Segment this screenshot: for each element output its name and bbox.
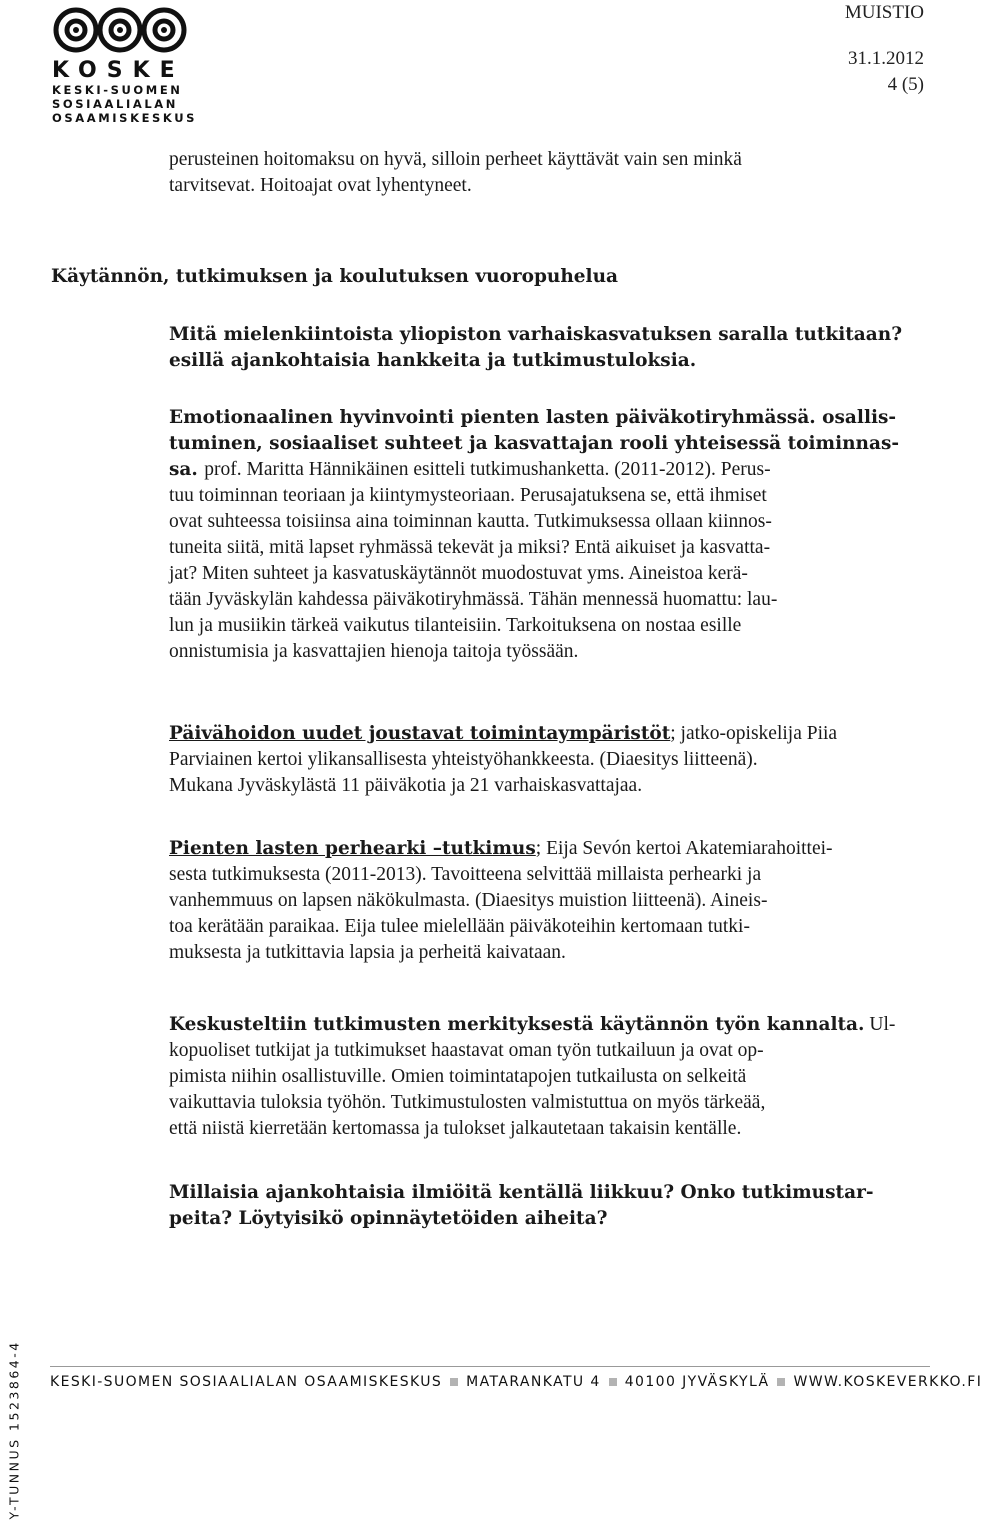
- text-line: vanhemmuus on lapsen näkökulmasta. (Diaesitys muistion liitteenä). Aineis-: [169, 890, 768, 911]
- footer: [50, 1374, 982, 1390]
- text-line: kopuoliset tutkijat ja tutkimukset haastavat oman työn tutkailuun ja ovat op-: [169, 1040, 764, 1061]
- footer-city: 40100 JYVÄSKYLÄ: [624, 1374, 770, 1390]
- text-fragment: prof. Maritta Hännikäinen esitteli tutkimushanketta. (2011-2012). Perus-: [204, 459, 771, 480]
- bold-line: Emotionaalinen hyvinvointi pienten lasten päiväkotiryhmässä. osallis-: [169, 407, 897, 428]
- discussion-title: Keskusteltiin tutkimusten merkityksestä käytännön työn kannalta.: [169, 1014, 865, 1035]
- text-line: vaikuttavia tuloksia työhön. Tutkimustulosten valmistuttua on myös tärkeää,: [169, 1092, 766, 1113]
- logo-name: KOSKE: [52, 58, 185, 83]
- square-bullet-icon: [450, 1378, 458, 1386]
- bold-line: tuminen, sosiaaliset suhteet ja kasvattajan rooli yhteisessä toiminnas-: [169, 433, 900, 454]
- text-line: Parviainen kertoi ylikansallisesta yhteistyöhankkeesta. (Diaesitys liitteenä).: [169, 749, 758, 770]
- text-fragment: ; jatko-opiskelija Piia: [670, 723, 838, 744]
- square-bullet-icon: [609, 1378, 617, 1386]
- greek-spiral-ornament-icon: [50, 4, 190, 56]
- logo-line-2: SOSIAALIALAN: [52, 97, 178, 111]
- text-fragment: ; Eija Sevón kertoi Akatemiarahoittei-: [535, 838, 833, 859]
- text-line: tuneita siitä, mitä lapset ryhmässä tekevät ja miksi? Entä aikuiset ja kasvatta-: [169, 537, 771, 558]
- text-line: onnistumisia ja kasvattajien hienoja taitoja työssään.: [169, 641, 579, 662]
- footer-divider: [50, 1366, 930, 1367]
- section-heading: Käytännön, tutkimuksen ja koulutuksen vuoropuhelua: [51, 266, 619, 287]
- subheading: [169, 322, 902, 374]
- logo-line-1: KESKI-SUOMEN: [52, 83, 183, 97]
- business-id-vertical: Y-TUNNUS 1523864-4: [6, 1340, 22, 1520]
- daycare-title: Päivähoidon uudet joustavat toimintaympäristöt: [169, 723, 671, 744]
- text-line: lun ja musiikin tärkeä vaikutus tilanteisiin. Tarkoituksena on nostaa esille: [169, 615, 742, 636]
- text-line: toa kerätään paraikaa. Eija tulee mielellään päiväkoteihin kertomaan tutki-: [169, 916, 750, 937]
- text-line: että niistä kierretään kertomassa ja tulokset jalkautetaan takaisin kentälle.: [169, 1118, 742, 1139]
- logo-line-3: OSAAMISKESKUS: [52, 111, 198, 125]
- text-line: jat? Miten suhteet ja kasvatuskäytännöt muodostuvat yms. Aineistoa kerä-: [169, 563, 748, 584]
- text-line: esillä ajankohtaisia hankkeita ja tutkimustuloksia.: [169, 350, 697, 371]
- questions-paragraph: [169, 1180, 874, 1232]
- text-line: Mitä mielenkiintoista yliopiston varhaiskasvatuksen saralla tutkitaan?: [169, 324, 903, 345]
- footer-website[interactable]: WWW.KOSKEVERKKO.FI: [793, 1374, 982, 1390]
- text-line: tarvitsevat. Hoitoajat ovat lyhentyneet.: [169, 175, 472, 196]
- text-line: perusteinen hoitomaksu on hyvä, silloin perheet käyttävät vain sen minkä: [169, 149, 742, 170]
- daycare-paragraph: [169, 721, 837, 799]
- text-line: tuu toiminnan teoriaan ja kiintymysteoriaan. Perusajatuksena se, että ihmiset: [169, 485, 767, 506]
- text-fragment: Ul-: [864, 1014, 896, 1035]
- bold-fragment: sa.: [169, 459, 205, 480]
- bold-line: Millaisia ajankohtaisia ilmiöitä kentällä liikkuu? Onko tutkimustar-: [169, 1182, 874, 1203]
- footer-org: KESKI-SUOMEN SOSIAALIALAN OSAAMISKESKUS: [50, 1374, 443, 1390]
- koske-logo: [50, 4, 210, 125]
- bold-line: peita? Löytyisikö opinnäytetöiden aiheita?: [169, 1208, 608, 1229]
- family-research-title: Pienten lasten perhearki –tutkimus: [169, 838, 536, 859]
- text-line: pimista niihin osallistuville. Omien toimintatapojen tutkailusta on selkeitä: [169, 1066, 747, 1087]
- square-bullet-icon: [777, 1378, 785, 1386]
- text-line: ovat suhteessa toisiinsa aina toiminnan kautta. Tutkimuksessa ollaan kiinnos-: [169, 511, 772, 532]
- emotional-wellbeing-paragraph: [169, 405, 899, 665]
- text-line: sesta tutkimuksesta (2011-2013). Tavoitteena selvittää millaista perhearki ja: [169, 864, 762, 885]
- document-type: MUISTIO: [844, 2, 924, 23]
- footer-street: MATARANKATU 4: [466, 1374, 601, 1390]
- intro-paragraph: [169, 147, 742, 199]
- family-research-paragraph: [169, 836, 833, 966]
- page-number: 4 (5): [887, 74, 924, 95]
- text-line: Mukana Jyväskylästä 11 päiväkotia ja 21 varhaiskasvattajaa.: [169, 775, 643, 796]
- discussion-paragraph: [169, 1012, 895, 1142]
- text-line: tään Jyväskylän kahdessa päiväkotiryhmässä. Tähän mennessä huomattu: lau-: [169, 589, 778, 610]
- text-line: muksesta ja tutkittavia lapsia ja perheitä kaivataan.: [169, 942, 566, 963]
- document-date: 31.1.2012: [848, 48, 924, 69]
